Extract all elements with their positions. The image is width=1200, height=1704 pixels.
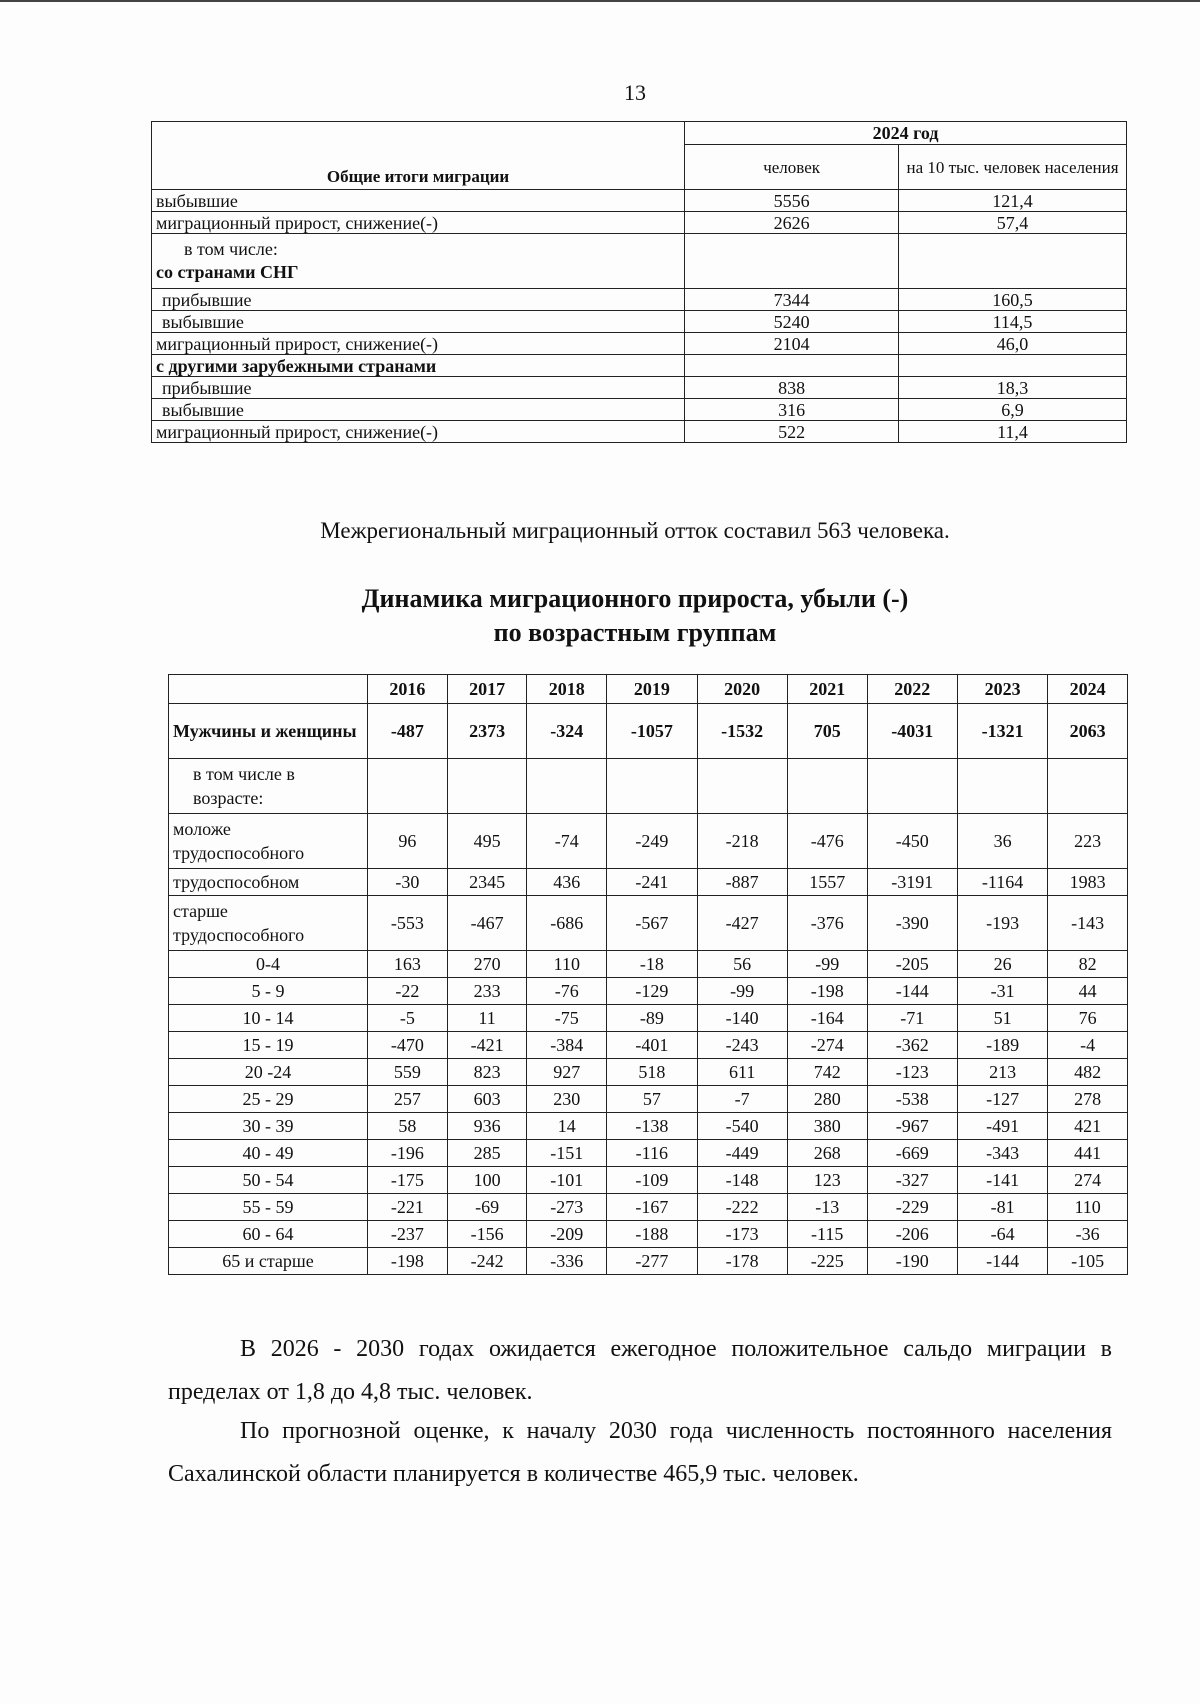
age-value-cell: -5: [368, 1005, 448, 1032]
age-value-cell: 100: [447, 1167, 527, 1194]
age-value-cell: -123: [867, 1059, 957, 1086]
migration-row: [152, 212, 1127, 234]
age-value-cell: 2373: [447, 704, 527, 759]
age-row-label: 5 - 9: [169, 978, 368, 1005]
age-value-cell: 611: [697, 1059, 787, 1086]
age-value-cell: 36: [957, 814, 1047, 869]
age-value-cell: 230: [527, 1086, 607, 1113]
age-value-cell: -4031: [867, 704, 957, 759]
age-value-cell: -30: [368, 869, 448, 896]
age-value-cell: -188: [607, 1221, 697, 1248]
age-value-cell: 482: [1048, 1059, 1128, 1086]
age-value-cell: -144: [867, 978, 957, 1005]
per10k-value: 46,0: [899, 333, 1127, 355]
age-value-cell: 495: [447, 814, 527, 869]
age-row: [169, 1113, 1128, 1140]
year-header: 2019: [607, 675, 697, 704]
age-value-cell: 96: [368, 814, 448, 869]
age-value-cell: -222: [697, 1194, 787, 1221]
age-value-cell: -64: [957, 1221, 1047, 1248]
age-value-cell: -3191: [867, 869, 957, 896]
age-value-cell: 57: [607, 1086, 697, 1113]
age-value-cell: -540: [697, 1113, 787, 1140]
paragraph-1-text: В 2026 - 2030 годах ожидается ежегодное положительное сальдо миграции в пределах от 1,8 до 4,8 тыс. человек.: [168, 1336, 1112, 1405]
persons-value: 316: [685, 399, 899, 421]
persons-value: [685, 355, 899, 377]
age-value-cell: -327: [867, 1167, 957, 1194]
migration-row: [152, 355, 1127, 377]
years-header-row: [169, 675, 1128, 704]
migration-row: [152, 311, 1127, 333]
row-label: выбывшие: [152, 399, 685, 421]
age-row-label: 55 - 59: [169, 1194, 368, 1221]
age-row-label: 20 -24: [169, 1059, 368, 1086]
migration-row: [152, 190, 1127, 212]
age-value-cell: -115: [787, 1221, 867, 1248]
migration-row: [152, 421, 1127, 443]
page-number: 13: [624, 80, 646, 105]
age-value-cell: -1057: [607, 704, 697, 759]
age-row-label: в том числе в возрасте:: [169, 759, 368, 814]
age-value-cell: -22: [368, 978, 448, 1005]
age-value-cell: 518: [607, 1059, 697, 1086]
age-value-cell: -178: [697, 1248, 787, 1275]
age-value-cell: -376: [787, 896, 867, 951]
age-value-cell: 76: [1048, 1005, 1128, 1032]
migration-row: [152, 234, 1127, 289]
age-value-cell: -887: [697, 869, 787, 896]
age-value-cell: -101: [527, 1167, 607, 1194]
age-value-cell: 213: [957, 1059, 1047, 1086]
age-row-label: 40 - 49: [169, 1140, 368, 1167]
age-row-label: старше трудоспособного: [169, 896, 368, 951]
age-value-cell: -538: [867, 1086, 957, 1113]
row-label: миграционный прирост, снижение(-): [152, 421, 685, 443]
age-value-cell: -138: [607, 1113, 697, 1140]
interregional-outflow-sentence: Межрегиональный миграционный отток составил 563 человека.: [320, 518, 950, 543]
age-value-cell: [368, 759, 448, 814]
age-value-cell: 285: [447, 1140, 527, 1167]
age-value-cell: -449: [697, 1140, 787, 1167]
age-value-cell: -189: [957, 1032, 1047, 1059]
migration-totals-table: [151, 121, 1127, 443]
age-value-cell: -243: [697, 1032, 787, 1059]
age-value-cell: -175: [368, 1167, 448, 1194]
age-row-label: 60 - 64: [169, 1221, 368, 1248]
age-row: [169, 951, 1128, 978]
row-label: [152, 234, 685, 289]
age-value-cell: -13: [787, 1194, 867, 1221]
age-value-cell: 1557: [787, 869, 867, 896]
row-label: с другими зарубежными странами: [152, 355, 685, 377]
age-value-cell: 436: [527, 869, 607, 896]
age-value-cell: -450: [867, 814, 957, 869]
persons-value: 522: [685, 421, 899, 443]
age-row: [169, 1221, 1128, 1248]
age-row: [169, 1059, 1128, 1086]
age-value-cell: -237: [368, 1221, 448, 1248]
age-value-cell: 56: [697, 951, 787, 978]
age-row-label: моложе трудоспособного: [169, 814, 368, 869]
age-row-label: 65 и старше: [169, 1248, 368, 1275]
age-value-cell: -140: [697, 1005, 787, 1032]
age-value-cell: 233: [447, 978, 527, 1005]
age-row: [169, 1140, 1128, 1167]
year-header: 2022: [867, 675, 957, 704]
age-value-cell: -553: [368, 896, 448, 951]
age-value-cell: -167: [607, 1194, 697, 1221]
age-value-cell: -487: [368, 704, 448, 759]
year-header: 2023: [957, 675, 1047, 704]
persons-value: 2104: [685, 333, 899, 355]
age-row: [169, 814, 1128, 869]
age-value-cell: 559: [368, 1059, 448, 1086]
age-value-cell: -129: [607, 978, 697, 1005]
age-value-cell: [957, 759, 1047, 814]
age-value-cell: -151: [527, 1140, 607, 1167]
age-value-cell: -491: [957, 1113, 1047, 1140]
age-value-cell: 14: [527, 1113, 607, 1140]
age-row-label: 30 - 39: [169, 1113, 368, 1140]
age-value-cell: -190: [867, 1248, 957, 1275]
age-row: [169, 869, 1128, 896]
age-value-cell: 11: [447, 1005, 527, 1032]
scan-top-border: [0, 0, 1200, 2]
persons-value: 5556: [685, 190, 899, 212]
persons-value: 838: [685, 377, 899, 399]
age-value-cell: -99: [787, 951, 867, 978]
age-value-cell: [527, 759, 607, 814]
age-value-cell: -205: [867, 951, 957, 978]
migration-row: [152, 333, 1127, 355]
age-row-label: 15 - 19: [169, 1032, 368, 1059]
age-value-cell: 742: [787, 1059, 867, 1086]
age-value-cell: -669: [867, 1140, 957, 1167]
age-value-cell: -71: [867, 1005, 957, 1032]
age-value-cell: -76: [527, 978, 607, 1005]
age-value-cell: -229: [867, 1194, 957, 1221]
age-value-cell: -221: [368, 1194, 448, 1221]
per10k-value: 121,4: [899, 190, 1127, 212]
age-value-cell: -421: [447, 1032, 527, 1059]
age-value-cell: 163: [368, 951, 448, 978]
per10k-value: 114,5: [899, 311, 1127, 333]
per10k-value: [899, 355, 1127, 377]
age-value-cell: -173: [697, 1221, 787, 1248]
age-value-cell: -206: [867, 1221, 957, 1248]
title-line-1: Динамика миграционного прироста, убыли (-): [361, 584, 909, 613]
per10k-value: 57,4: [899, 212, 1127, 234]
per10k-value: 6,9: [899, 399, 1127, 421]
age-row: [169, 1032, 1128, 1059]
age-value-cell: 110: [1048, 1194, 1128, 1221]
age-value-cell: 51: [957, 1005, 1047, 1032]
title-line-2: по возрастным группам: [493, 618, 777, 647]
age-value-cell: 223: [1048, 814, 1128, 869]
age-row: [169, 978, 1128, 1005]
age-row: [169, 759, 1128, 814]
age-row: [169, 1005, 1128, 1032]
age-value-cell: -427: [697, 896, 787, 951]
age-value-cell: -241: [607, 869, 697, 896]
age-value-cell: -196: [368, 1140, 448, 1167]
persons-value: 2626: [685, 212, 899, 234]
age-value-cell: -209: [527, 1221, 607, 1248]
per10k-value: 11,4: [899, 421, 1127, 443]
age-value-cell: [607, 759, 697, 814]
age-value-cell: -384: [527, 1032, 607, 1059]
age-value-cell: 274: [1048, 1167, 1128, 1194]
row-label: миграционный прирост, снижение(-): [152, 212, 685, 234]
age-value-cell: -31: [957, 978, 1047, 1005]
age-value-cell: -99: [697, 978, 787, 1005]
header-persons: человек: [685, 145, 899, 190]
age-value-cell: [867, 759, 957, 814]
migration-row: [152, 289, 1127, 311]
age-value-cell: -343: [957, 1140, 1047, 1167]
row-label: выбывшие: [152, 311, 685, 333]
age-value-cell: 441: [1048, 1140, 1128, 1167]
header-main: Общие итоги миграции: [152, 122, 685, 190]
migration-row: [152, 377, 1127, 399]
age-row-label: 0-4: [169, 951, 368, 978]
year-header: 2018: [527, 675, 607, 704]
corner-cell: [169, 675, 368, 704]
age-value-cell: 123: [787, 1167, 867, 1194]
age-value-cell: -218: [697, 814, 787, 869]
age-value-cell: -476: [787, 814, 867, 869]
row-label-line1: в том числе:: [184, 239, 278, 259]
per10k-value: [899, 234, 1127, 289]
age-value-cell: 280: [787, 1086, 867, 1113]
age-value-cell: -567: [607, 896, 697, 951]
age-row: [169, 1194, 1128, 1221]
age-value-cell: -127: [957, 1086, 1047, 1113]
age-value-cell: -4: [1048, 1032, 1128, 1059]
age-value-cell: 44: [1048, 978, 1128, 1005]
year-header: 2024: [1048, 675, 1128, 704]
age-value-cell: 936: [447, 1113, 527, 1140]
age-value-cell: -401: [607, 1032, 697, 1059]
age-value-cell: 705: [787, 704, 867, 759]
age-value-cell: -148: [697, 1167, 787, 1194]
age-value-cell: -467: [447, 896, 527, 951]
paragraph-2-text: По прогнозной оценке, к началу 2030 года численность постоянного населения Сахалинской области планируется в количестве 465,9 тыс. человек.: [168, 1418, 1112, 1487]
age-table-title: [0, 582, 1200, 650]
per10k-value: 18,3: [899, 377, 1127, 399]
year-header: 2020: [697, 675, 787, 704]
age-value-cell: 927: [527, 1059, 607, 1086]
row-label: прибывшие: [152, 289, 685, 311]
forecast-paragraph-1: [168, 1328, 1112, 1414]
age-value-cell: -470: [368, 1032, 448, 1059]
year-header: 2021: [787, 675, 867, 704]
age-row: [169, 1086, 1128, 1113]
age-value-cell: -274: [787, 1032, 867, 1059]
age-value-cell: -74: [527, 814, 607, 869]
age-value-cell: -156: [447, 1221, 527, 1248]
age-value-cell: 603: [447, 1086, 527, 1113]
age-value-cell: -273: [527, 1194, 607, 1221]
age-value-cell: 58: [368, 1113, 448, 1140]
persons-value: [685, 234, 899, 289]
age-value-cell: -249: [607, 814, 697, 869]
age-row-label: 10 - 14: [169, 1005, 368, 1032]
age-value-cell: -7: [697, 1086, 787, 1113]
age-value-cell: [447, 759, 527, 814]
age-value-cell: -198: [787, 978, 867, 1005]
age-value-cell: -69: [447, 1194, 527, 1221]
age-value-cell: 823: [447, 1059, 527, 1086]
persons-value: 7344: [685, 289, 899, 311]
age-value-cell: -1532: [697, 704, 787, 759]
age-value-cell: -81: [957, 1194, 1047, 1221]
row-label: выбывшие: [152, 190, 685, 212]
age-value-cell: -141: [957, 1167, 1047, 1194]
age-value-cell: 110: [527, 951, 607, 978]
age-row-label: трудоспособном: [169, 869, 368, 896]
header-year: 2024 год: [685, 122, 1127, 145]
row-label: прибывшие: [152, 377, 685, 399]
row-label-line2: со странами СНГ: [156, 262, 299, 282]
age-value-cell: -967: [867, 1113, 957, 1140]
age-value-cell: -109: [607, 1167, 697, 1194]
year-header: 2017: [447, 675, 527, 704]
age-value-cell: -144: [957, 1248, 1047, 1275]
age-value-cell: -686: [527, 896, 607, 951]
age-value-cell: -164: [787, 1005, 867, 1032]
age-value-cell: -75: [527, 1005, 607, 1032]
header-per10k: на 10 тыс. человек населения: [899, 145, 1127, 190]
age-value-cell: -1321: [957, 704, 1047, 759]
per10k-value: 160,5: [899, 289, 1127, 311]
age-value-cell: [1048, 759, 1128, 814]
age-value-cell: 1983: [1048, 869, 1128, 896]
age-value-cell: [697, 759, 787, 814]
age-value-cell: 421: [1048, 1113, 1128, 1140]
migration-row: [152, 399, 1127, 421]
age-row: [169, 896, 1128, 951]
age-group-migration-table: [168, 674, 1128, 1275]
age-value-cell: -225: [787, 1248, 867, 1275]
age-row-label: 25 - 29: [169, 1086, 368, 1113]
age-value-cell: -362: [867, 1032, 957, 1059]
age-value-cell: -324: [527, 704, 607, 759]
row-label: миграционный прирост, снижение(-): [152, 333, 685, 355]
age-value-cell: 2063: [1048, 704, 1128, 759]
age-value-cell: -116: [607, 1140, 697, 1167]
age-value-cell: -277: [607, 1248, 697, 1275]
forecast-paragraph-2: [168, 1410, 1112, 1496]
age-value-cell: -193: [957, 896, 1047, 951]
age-value-cell: 278: [1048, 1086, 1128, 1113]
age-value-cell: 2345: [447, 869, 527, 896]
age-value-cell: -105: [1048, 1248, 1128, 1275]
age-value-cell: 380: [787, 1113, 867, 1140]
age-row-label: 50 - 54: [169, 1167, 368, 1194]
age-value-cell: -143: [1048, 896, 1128, 951]
age-value-cell: -336: [527, 1248, 607, 1275]
age-value-cell: 257: [368, 1086, 448, 1113]
age-row: [169, 704, 1128, 759]
age-value-cell: -1164: [957, 869, 1047, 896]
age-value-cell: -36: [1048, 1221, 1128, 1248]
age-value-cell: 82: [1048, 951, 1128, 978]
age-value-cell: -390: [867, 896, 957, 951]
age-value-cell: 26: [957, 951, 1047, 978]
age-value-cell: 268: [787, 1140, 867, 1167]
age-value-cell: -198: [368, 1248, 448, 1275]
year-header: 2016: [368, 675, 448, 704]
age-value-cell: -242: [447, 1248, 527, 1275]
age-row-label: Мужчины и женщины: [169, 704, 368, 759]
age-value-cell: -89: [607, 1005, 697, 1032]
age-row: [169, 1248, 1128, 1275]
age-value-cell: -18: [607, 951, 697, 978]
age-value-cell: [787, 759, 867, 814]
age-value-cell: 270: [447, 951, 527, 978]
age-row: [169, 1167, 1128, 1194]
persons-value: 5240: [685, 311, 899, 333]
